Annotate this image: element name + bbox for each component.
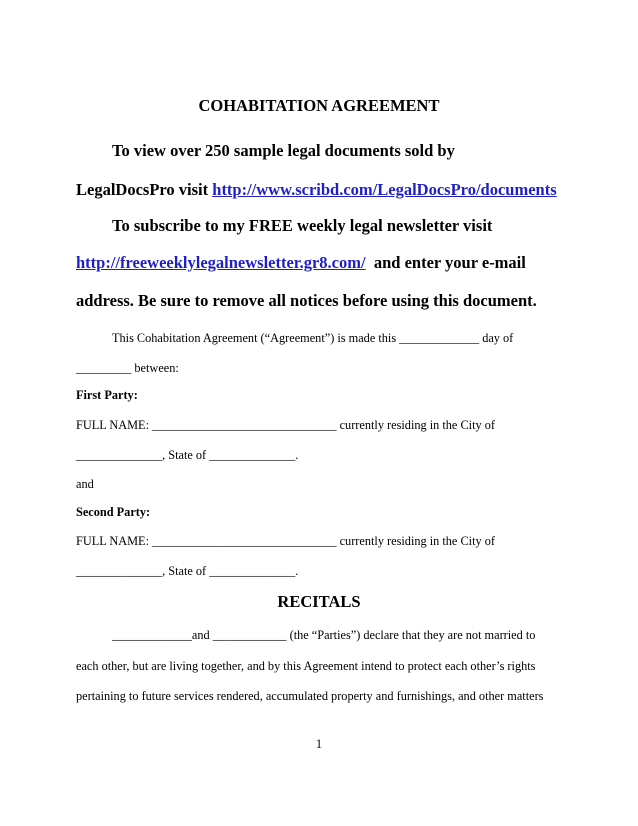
first-party-name-line: FULL NAME: ______________________________ currently residing in the City of [76,418,495,432]
intro-line-2: _________ between: [76,361,179,375]
page-number: 1 [315,737,323,751]
and-word: and [76,477,94,491]
second-party-label: Second Party: [76,505,151,519]
notice-line-4-suffix: and enter your e-mail [373,253,526,272]
recitals-heading: RECITALS [277,592,361,611]
notice-line-5: address. Be sure to remove all notices before using this document. [76,291,537,310]
recitals-line-1: _____________and ____________ (the “Parties”) declare that they are not married to [112,628,536,642]
second-party-city-line: ______________, State of ______________. [76,564,299,578]
recitals-line-2: each other, but are living together, and by this Agreement intend to protect each other’s rights [76,659,536,673]
scribd-link[interactable]: http://www.scribd.com/LegalDocsPro/documents [212,180,557,199]
notice-line-1: To view over 250 sample legal documents sold by [112,141,455,160]
notice-line-4 [76,253,526,273]
notice-line-2 [76,180,557,200]
notice-line-3: To subscribe to my FREE weekly legal newsletter visit [112,216,493,235]
recitals-line-3: pertaining to future services rendered, accumulated property and furnishings, and other matters [76,689,544,703]
intro-line-1: This Cohabitation Agreement (“Agreement”) is made this _____________ day of [112,331,514,345]
document-title: COHABITATION AGREEMENT [198,96,440,115]
notice-line-2-prefix: LegalDocsPro visit [76,180,213,199]
second-party-name-line: FULL NAME: ______________________________ currently residing in the City of [76,534,495,548]
newsletter-link[interactable]: http://freeweeklylegalnewsletter.gr8.com/ [76,253,366,272]
first-party-city-line: ______________, State of ______________. [76,448,299,462]
first-party-label: First Party: [76,388,138,402]
